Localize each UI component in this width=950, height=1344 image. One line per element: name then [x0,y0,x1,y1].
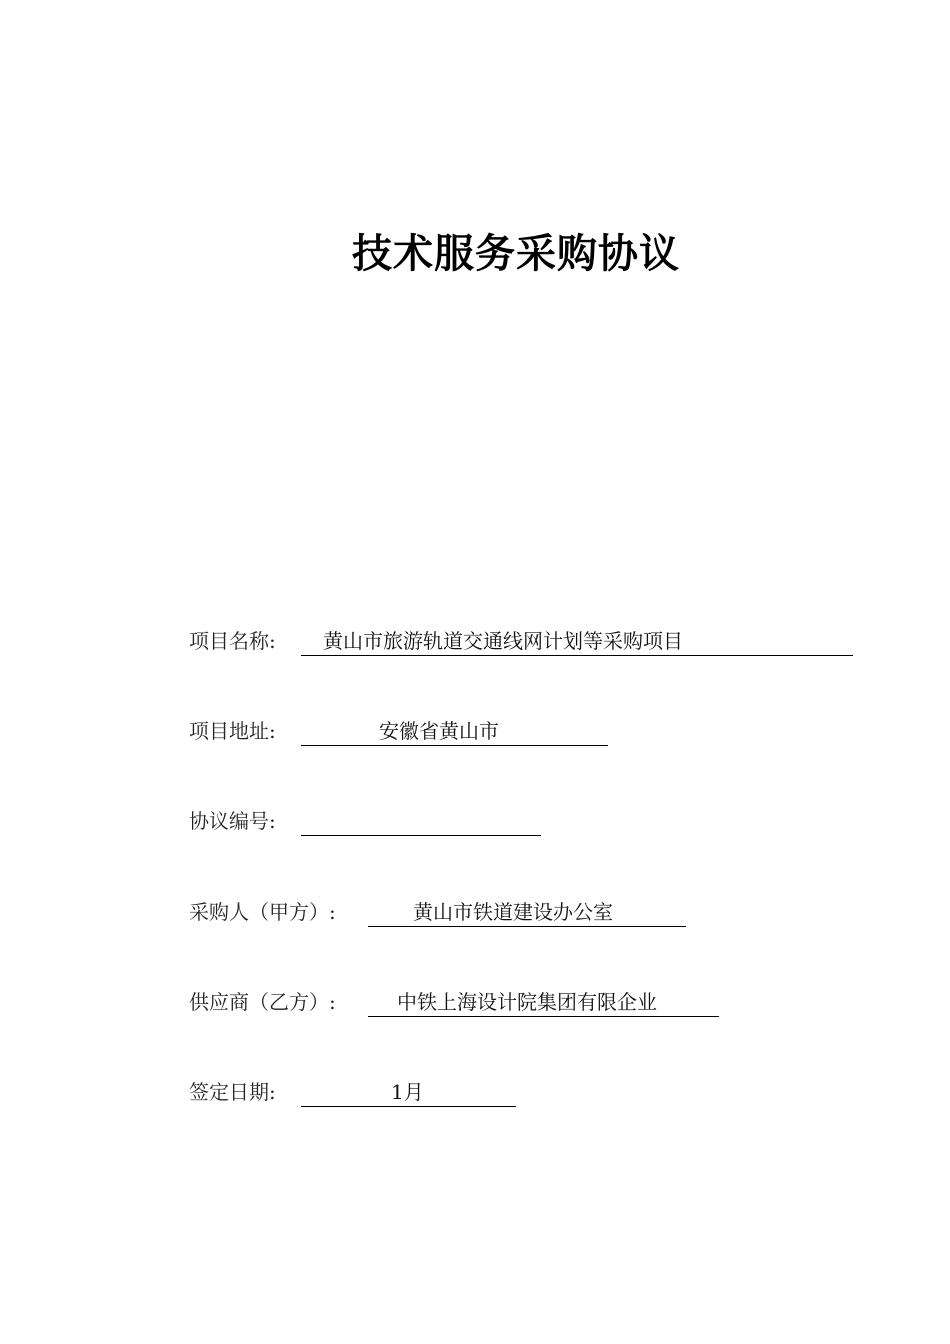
supplier-label: 供应商（乙方）: [189,990,336,1014]
signing-date-label: 签定日期: [189,1080,276,1104]
project-name-label: 项目名称: [189,629,276,653]
signing-date-value: 1月 [391,1080,424,1104]
document-title: 技术服务采购协议 [352,231,680,277]
purchaser-label: 采购人（甲方）: [189,900,336,924]
supplier-value: 中铁上海设计院集团有限企业 [397,990,657,1014]
project-address-value: 安徽省黄山市 [379,719,499,743]
agreement-number-label: 协议编号: [189,809,276,833]
project-name-value: 黄山市旅游轨道交通线网计划等采购项目 [323,629,683,653]
agreement-number-underline [301,808,541,836]
project-address-label: 项目地址: [189,719,276,743]
purchaser-value: 黄山市铁道建设办公室 [413,900,613,924]
